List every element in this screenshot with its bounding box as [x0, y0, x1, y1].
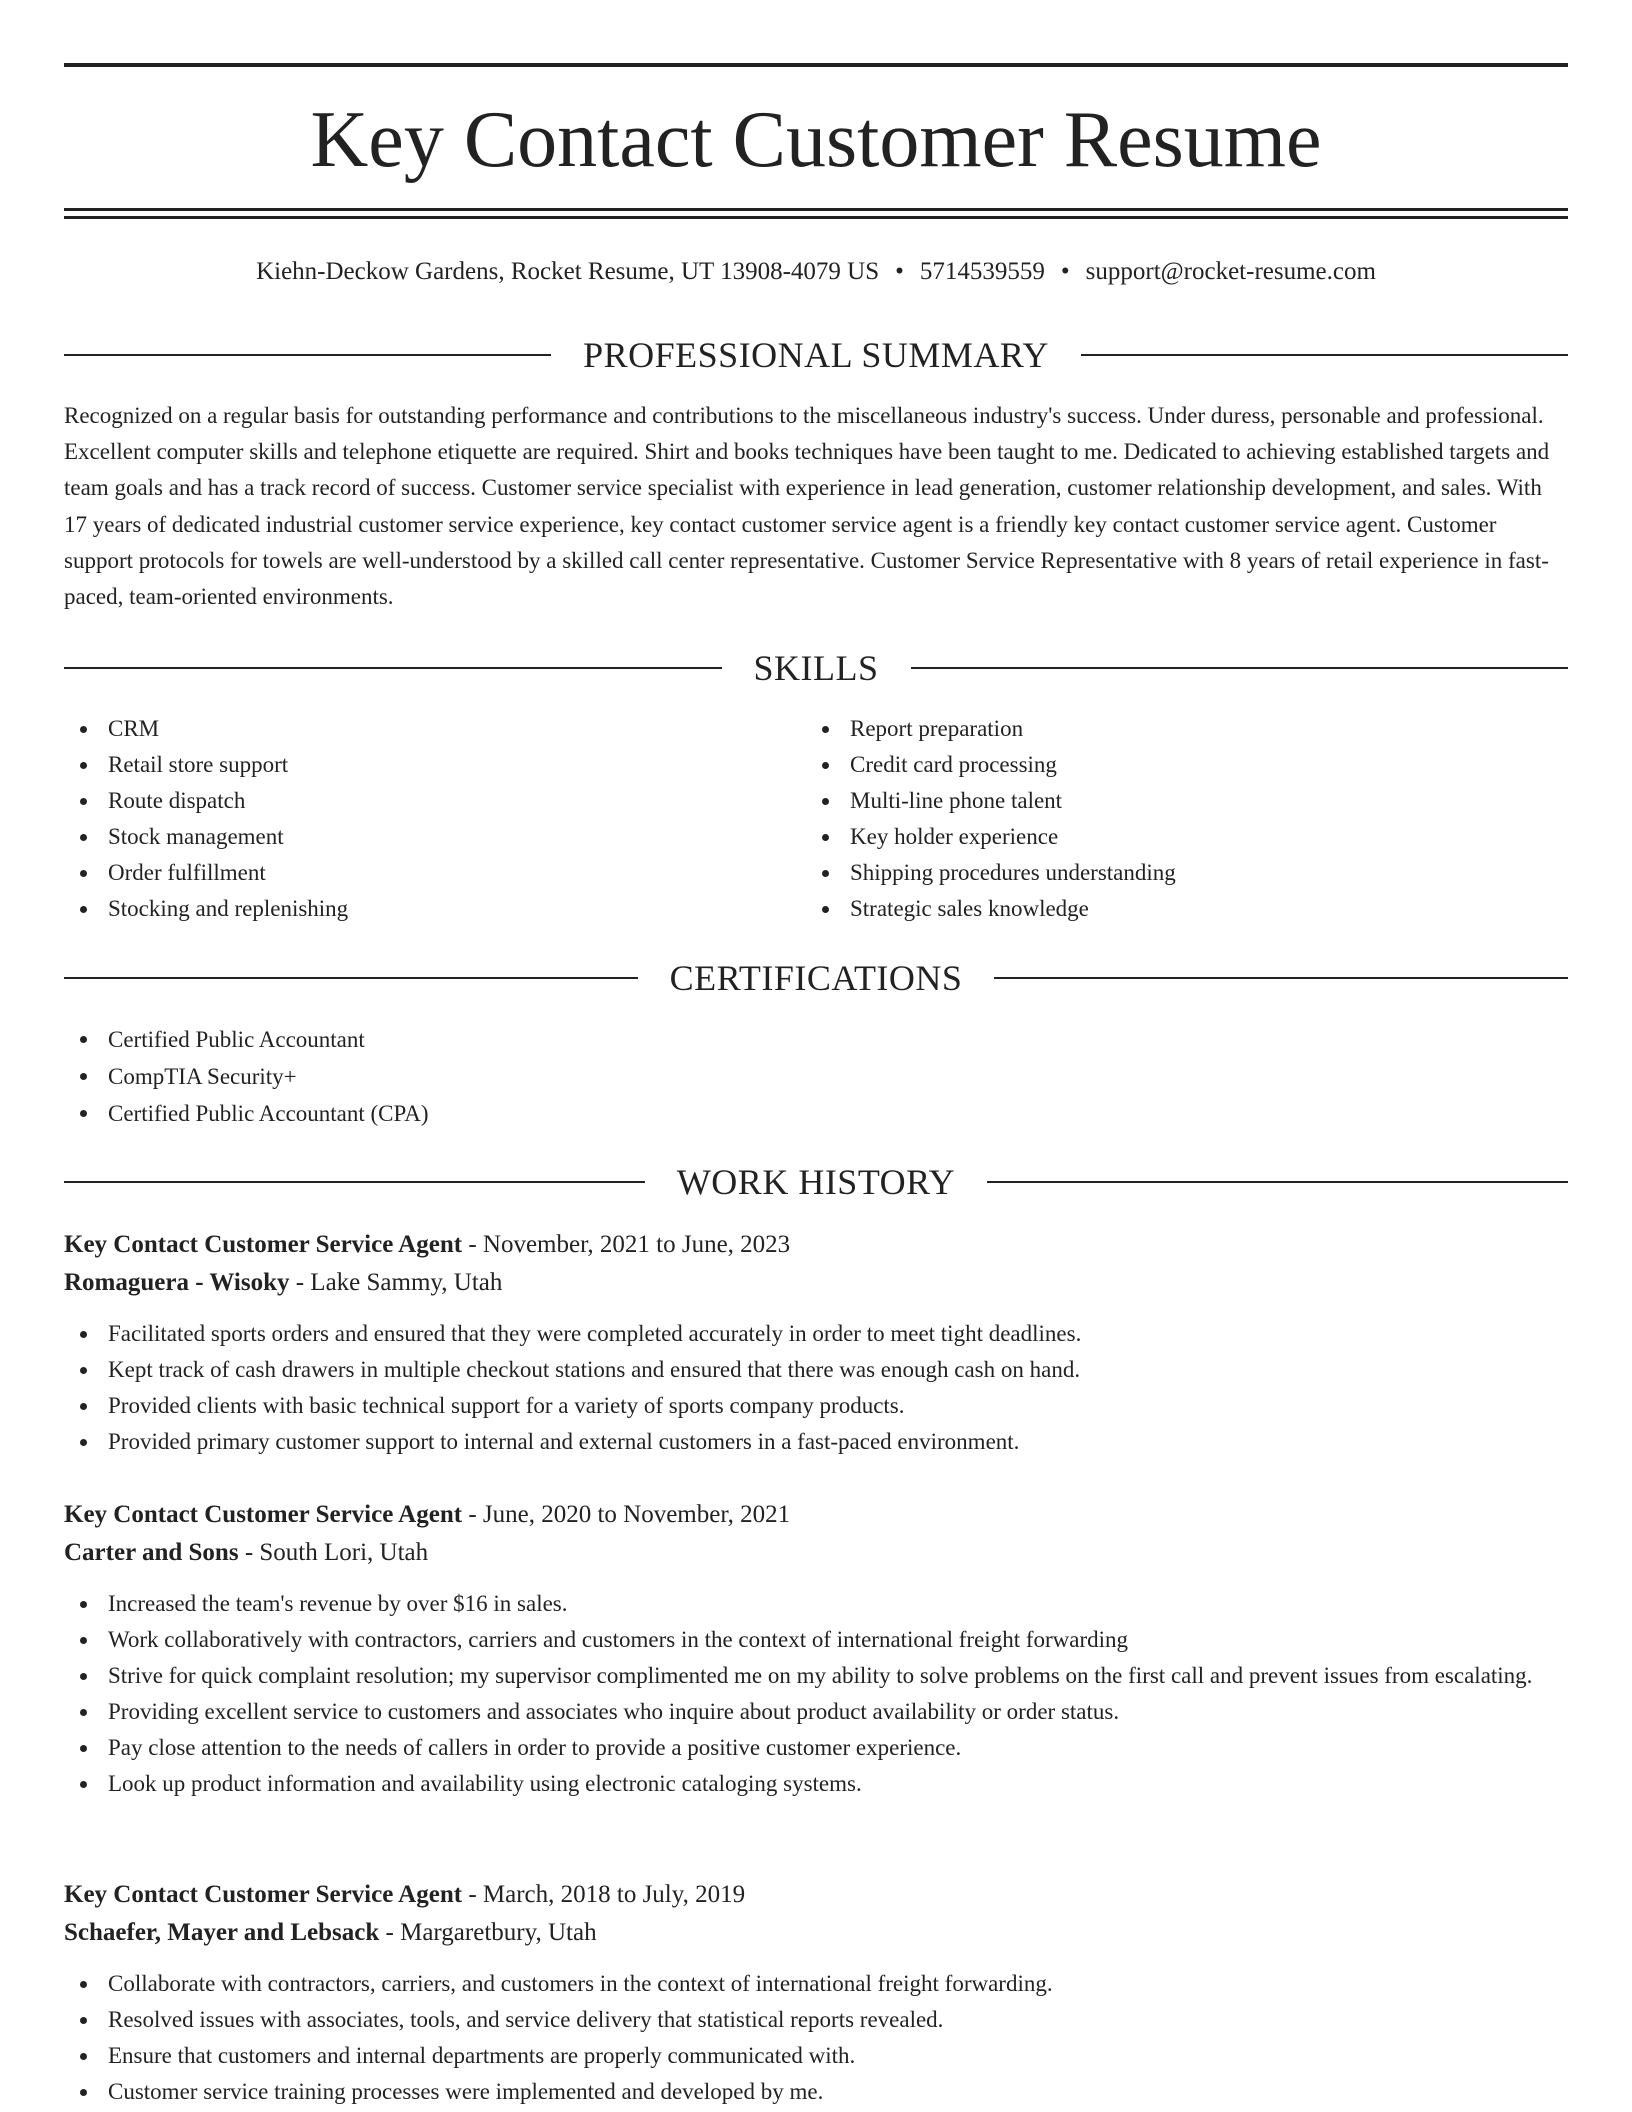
skill-item: Multi-line phone talent: [806, 783, 1506, 819]
job-dates: - June, 2020 to November, 2021: [468, 1501, 791, 1528]
summary-heading-label: PROFESSIONAL SUMMARY: [583, 335, 1049, 375]
job-bullet: Provided clients with basic technical support for a variety of sports company products.: [64, 1388, 1568, 1424]
work-history-heading-label: WORK HISTORY: [676, 1162, 956, 1202]
skill-item: Strategic sales knowledge: [806, 891, 1506, 927]
heading-rule-left: [64, 667, 722, 669]
certification-item: Certified Public Accountant: [64, 1021, 1564, 1058]
heading-rule-right: [987, 1181, 1568, 1183]
job-bullets: [64, 1966, 1568, 2110]
job-bullet: Look up product information and availability using electronic cataloging systems.: [64, 1766, 1568, 1802]
skill-item: Shipping procedures understanding: [806, 855, 1506, 891]
skill-item: Key holder experience: [806, 819, 1506, 855]
certifications-heading: [64, 958, 1568, 998]
certifications-list: [64, 1021, 1564, 1132]
skill-item: Credit card processing: [806, 747, 1506, 783]
job-bullets: [64, 1316, 1568, 1460]
contact-address: Kiehn-Deckow Gardens, Rocket Resume, UT 13908-4079 US: [256, 258, 880, 285]
job-company: Romaguera - Wisoky: [64, 1269, 290, 1296]
job-dates: - March, 2018 to July, 2019: [468, 1881, 746, 1908]
heading-rule-right: [994, 977, 1568, 979]
contact-phone: 5714539559: [919, 258, 1045, 285]
job-company-line: [64, 1534, 1568, 1572]
skill-item: CRM: [64, 711, 744, 747]
heading-rule-right: [911, 667, 1569, 669]
heading-rule-right: [1081, 354, 1568, 356]
job-location: - Margaretbury, Utah: [385, 1919, 597, 1946]
job-entry: [64, 1496, 1568, 1802]
work-history-heading: [64, 1162, 1568, 1202]
contact-email: support@rocket-resume.com: [1085, 258, 1376, 285]
job-title: Key Contact Customer Service Agent: [64, 1881, 463, 1908]
job-entry: [64, 1226, 1568, 1460]
skills-heading: [64, 648, 1568, 688]
job-title-line: [64, 1876, 1568, 1914]
resume-title: Key Contact Customer Resume: [310, 96, 1322, 184]
summary-text: Recognized on a regular basis for outstanding performance and contributions to the miscellaneous industry's success. Under duress, personable and professional. Excellent computer skills and telephone etiquette are required. Shirt and books techniques have been taught to me. Dedicated to achieving established targets and team goals and has a track record of success. Customer service specialist with experience in lead generation, customer relationship development, and sales. With 17 years of dedicated industrial customer service experience, key contact customer service agent is a friendly key contact customer service agent. Customer support protocols for towels are well-understood by a skilled call center representative. Customer Service Representative with 8 years of retail experience in fast-paced, team-oriented environments.: [64, 403, 1550, 610]
skill-item: Order fulfillment: [64, 855, 744, 891]
heading-rule-left: [64, 1181, 645, 1183]
skills-heading-label: SKILLS: [753, 648, 879, 688]
job-title-line: [64, 1226, 1568, 1264]
top-rule: [64, 63, 1568, 67]
contact-line: [64, 252, 1568, 292]
job-location: - South Lori, Utah: [244, 1539, 429, 1566]
job-title: Key Contact Customer Service Agent: [64, 1231, 463, 1258]
skill-item: Route dispatch: [64, 783, 744, 819]
job-company-line: [64, 1914, 1568, 1952]
job-dates: - November, 2021 to June, 2023: [468, 1231, 791, 1258]
job-bullet: Customer service training processes were implemented and developed by me.: [64, 2074, 1568, 2110]
certifications-heading-label: CERTIFICATIONS: [669, 958, 963, 998]
job-title-line: [64, 1496, 1568, 1534]
job-bullet: Pay close attention to the needs of callers in order to provide a positive customer experience.: [64, 1730, 1568, 1766]
heading-rule-left: [64, 354, 551, 356]
job-bullet: Kept track of cash drawers in multiple checkout stations and ensured that there was enough cash on hand.: [64, 1352, 1568, 1388]
job-title: Key Contact Customer Service Agent: [64, 1501, 463, 1528]
skill-item: Stocking and replenishing: [64, 891, 744, 927]
skill-item: Retail store support: [64, 747, 744, 783]
job-bullet: Facilitated sports orders and ensured that they were completed accurately in order to meet tight deadlines.: [64, 1316, 1568, 1352]
title-rule-lower: [64, 216, 1568, 219]
title-rule-upper: [64, 208, 1568, 211]
job-entry: [64, 1876, 1568, 2110]
job-bullet: Providing excellent service to customers and associates who inquire about product availability or order status.: [64, 1694, 1568, 1730]
job-bullet: Provided primary customer support to internal and external customers in a fast-paced environment.: [64, 1424, 1568, 1460]
job-location: - Lake Sammy, Utah: [295, 1269, 503, 1296]
job-company: Carter and Sons: [64, 1539, 239, 1566]
contact-separator: •: [1060, 258, 1070, 285]
skills-list-left: [64, 711, 744, 927]
job-bullet: Resolved issues with associates, tools, and service delivery that statistical reports revealed.: [64, 2002, 1568, 2038]
job-bullet: Increased the team's revenue by over $16 in sales.: [64, 1586, 1568, 1622]
summary-heading: [64, 335, 1568, 375]
job-bullets: [64, 1586, 1568, 1802]
skill-item: Stock management: [64, 819, 744, 855]
job-company-line: [64, 1264, 1568, 1302]
job-bullet: Collaborate with contractors, carriers, and customers in the context of international freight forwarding.: [64, 1966, 1568, 2002]
skills-list-right: [806, 711, 1506, 927]
certification-item: Certified Public Accountant (CPA): [64, 1095, 1564, 1132]
contact-separator: •: [895, 258, 904, 285]
certification-item: CompTIA Security+: [64, 1058, 1564, 1095]
heading-rule-left: [64, 977, 638, 979]
job-bullet: Ensure that customers and internal departments are properly communicated with.: [64, 2038, 1568, 2074]
job-bullet: Strive for quick complaint resolution; my supervisor complimented me on my ability to solve problems on the first call and prevent issues from escalating.: [64, 1658, 1568, 1694]
skill-item: Report preparation: [806, 711, 1506, 747]
job-company: Schaefer, Mayer and Lebsack: [64, 1919, 380, 1946]
job-bullet: Work collaboratively with contractors, carriers and customers in the context of international freight forwarding: [64, 1622, 1568, 1658]
